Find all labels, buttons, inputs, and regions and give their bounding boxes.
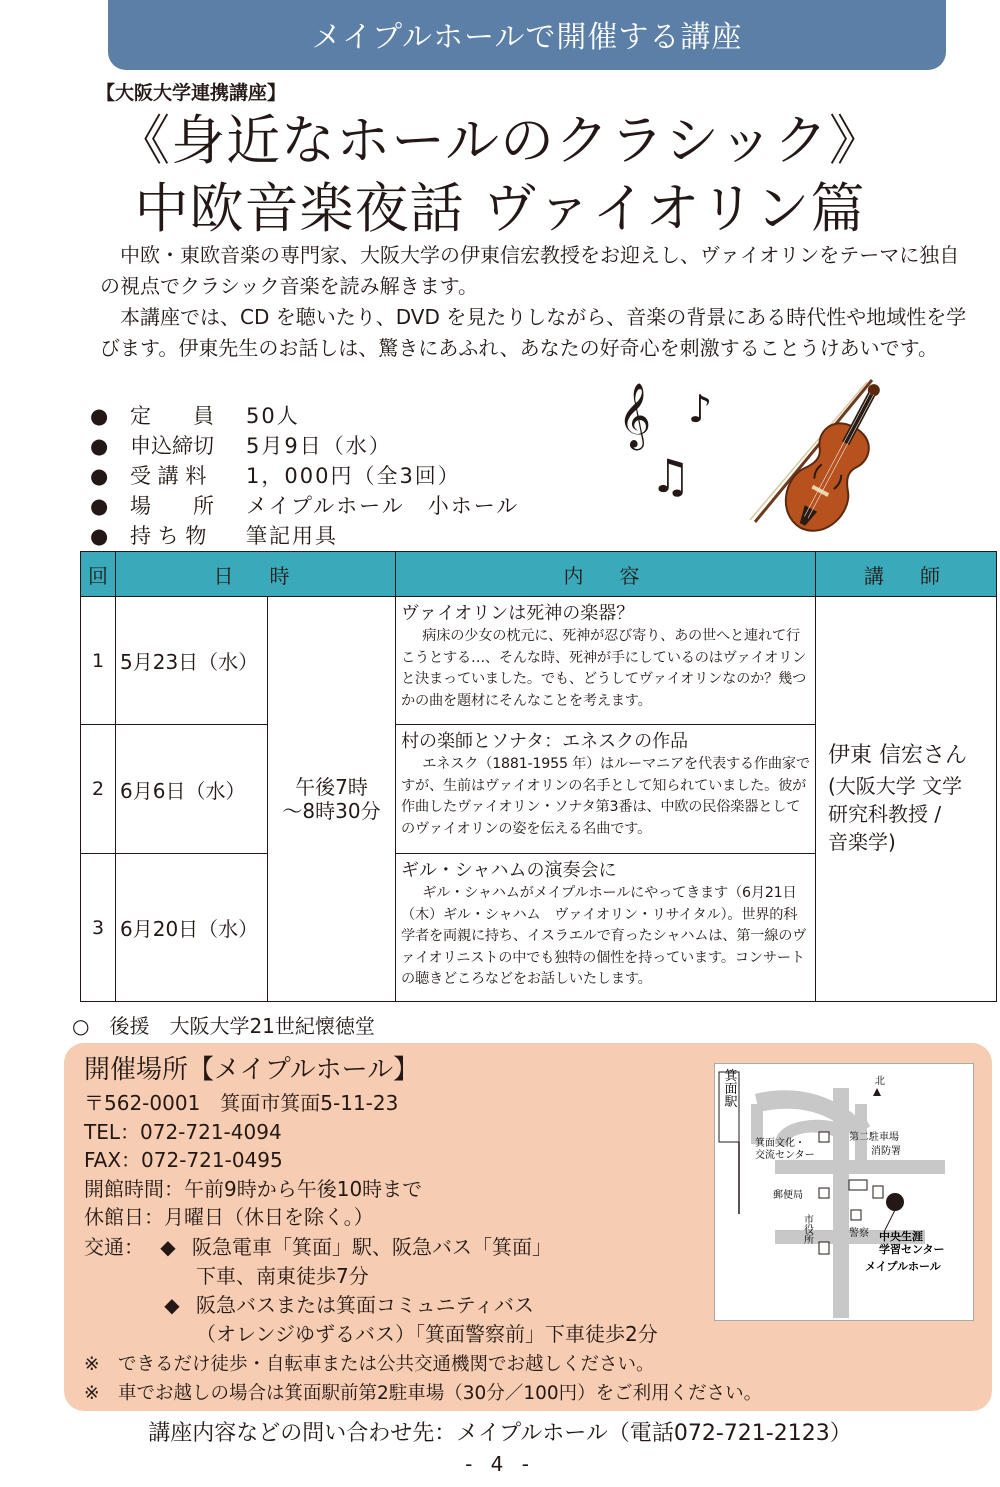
table-row bbox=[81, 597, 997, 725]
beamed-notes-icon: ♫ bbox=[650, 449, 692, 503]
info-label: 場 所 bbox=[130, 494, 214, 518]
contact-info: 講座内容などの問い合わせ先：メイプルホール（電話072-721-2123） bbox=[148, 1421, 852, 1446]
header-lecturer: 講 師 bbox=[816, 552, 997, 597]
north-arrow-icon bbox=[873, 1088, 881, 1096]
row-date: 5月23日（水） bbox=[116, 597, 268, 725]
row-content bbox=[396, 597, 816, 725]
header-banner: メイプルホールで開催する講座 bbox=[108, 0, 946, 70]
info-value: 5月9日（水） bbox=[246, 434, 392, 458]
content-description: 病床の少女の枕元に、死神が忍び寄り、あの世へと連れて行こうとする…、そんな時、死神が手にしているのはヴァイオリンと決まっていました。でも、どうしてヴァイオリンなのか？幾つかの曲を題材にそんなことを考えます。 bbox=[401, 628, 807, 709]
venue-hours: 開館時間：午前9時から午後10時まで bbox=[84, 1176, 423, 1201]
map-fire-label: 消防署 bbox=[871, 1146, 901, 1157]
intro-paragraph-1: 中欧・東欧音楽の専門家、大阪大学の伊東信宏教授をお迎えし、ヴァイオリンをテーマに独自の視点でクラシック音楽を読み解きます。 bbox=[100, 243, 960, 298]
map-parking-label: 第二駐車場 bbox=[849, 1132, 899, 1143]
map-maple-label: メイプルホール bbox=[865, 1260, 941, 1273]
info-item bbox=[90, 431, 610, 461]
map-culture-label-2: 交流センター bbox=[755, 1150, 815, 1161]
intro-text bbox=[100, 240, 978, 364]
content-description: ギル・シャハムがメイプルホールにやってきます（6月21日（木）ギル・シャハム ヴァイオリン・リサイタル）。世界的科学者を両親に持ち、イスラエルで育ったシャハムは、第一線のヴァイオリニストの中でも独特の個性を持っています。コンサートの聴きどころなどをお話しいたします。 bbox=[401, 885, 807, 987]
map-police-label: 警察 bbox=[849, 1228, 869, 1239]
access-map bbox=[714, 1063, 974, 1321]
content-description: エネスク（1881-1955 年）はルーマニアを代表する作曲家ですが、生前はヴァイオリンの名手として知られていました。彼が作曲したヴァイオリン・ソナタ第3番は、中欧の民俗楽器としてのヴァイオリンの姿を伝える名曲です。 bbox=[401, 756, 810, 837]
row-number: 3 bbox=[81, 854, 116, 1002]
map-center-label-2: 学習センター bbox=[879, 1243, 945, 1256]
info-label: 申込締切 bbox=[130, 434, 214, 458]
info-value: 1，000円（全3回） bbox=[246, 464, 461, 488]
lecturer-name: 伊東 信宏さん bbox=[828, 743, 967, 768]
venue-title: 開催場所【メイプルホール】 bbox=[84, 1055, 420, 1085]
transport-label: 交通： bbox=[84, 1235, 144, 1259]
bullet-icon: ● bbox=[90, 404, 109, 428]
violin-icon bbox=[750, 372, 900, 542]
header-datetime: 日 時 bbox=[116, 552, 396, 597]
support-note: ○ 後援 大阪大学21世紀懐徳堂 bbox=[72, 1014, 375, 1038]
lecturer-cell bbox=[816, 597, 997, 1002]
info-value: 筆記用具 bbox=[246, 524, 338, 548]
row-date: 6月20日（水） bbox=[116, 854, 268, 1002]
table-header-row bbox=[81, 552, 997, 597]
map-post-label: 郵便局 bbox=[773, 1190, 803, 1201]
bullet-icon: ● bbox=[90, 464, 109, 488]
eighth-note-icon: ♪ bbox=[688, 387, 713, 431]
info-item bbox=[90, 461, 610, 491]
info-list bbox=[90, 401, 610, 551]
transport-route-2-cont: （オレンジゆずるバス）「箕面警察前」下車徒歩2分 bbox=[196, 1322, 658, 1346]
map-cityhall-label: 市役所 bbox=[801, 1214, 813, 1244]
note-item: ※ 車でお越しの場合は箕面駅前第2駐車場（30分／100円）をご利用ください。 bbox=[84, 1383, 763, 1404]
venue-location-marker bbox=[886, 1193, 904, 1211]
note-item: ※ できるだけ徒歩・自転車または公共交通機関でお越しください。 bbox=[84, 1354, 655, 1375]
content-title: ヴァイオリンは死神の楽器？ bbox=[401, 603, 635, 624]
transport-route-1-cont: 下車、南東徒歩7分 bbox=[196, 1264, 369, 1288]
map-roads bbox=[751, 1088, 945, 1318]
transport-route-1: 阪急電車「箕面」駅、阪急バス「箕面」 bbox=[192, 1235, 552, 1259]
row-number: 1 bbox=[81, 597, 116, 725]
transport-line bbox=[84, 1233, 658, 1262]
info-label: 受 講 料 bbox=[130, 464, 207, 488]
course-tag: 【大阪大学連携講座】 bbox=[96, 82, 287, 104]
row-number: 2 bbox=[81, 725, 116, 854]
header-content: 内 容 bbox=[396, 552, 816, 597]
title-line2: 中欧音楽夜話 ヴァイオリン篇 bbox=[134, 177, 866, 240]
transport-info bbox=[84, 1233, 658, 1349]
info-value: 50人 bbox=[246, 404, 300, 428]
row-content bbox=[396, 725, 816, 854]
venue-details bbox=[84, 1089, 422, 1232]
venue-notes bbox=[84, 1350, 762, 1408]
time-text: 午後7時 ～8時30分 bbox=[282, 775, 381, 823]
venue-tel: TEL：072-721-4094 bbox=[84, 1119, 282, 1144]
info-value: メイプルホール 小ホール bbox=[246, 494, 520, 518]
map-culture-label-1: 箕面文化・ bbox=[755, 1138, 805, 1149]
venue-box bbox=[64, 1043, 992, 1411]
venue-address: 〒562-0001 箕面市箕面5-11-23 bbox=[84, 1091, 399, 1115]
info-item bbox=[90, 521, 610, 551]
session-time bbox=[268, 597, 396, 1002]
bullet-icon: ● bbox=[90, 524, 109, 548]
map-north-label: 北 bbox=[875, 1076, 885, 1087]
treble-clef-icon: 𝄞 bbox=[618, 383, 652, 448]
violin-illustration bbox=[610, 372, 900, 544]
course-schedule-table bbox=[80, 551, 997, 1002]
content-title: 村の楽師とソナタ：エネスクの作品 bbox=[401, 731, 689, 752]
diamond-icon: ◆ bbox=[160, 1235, 176, 1259]
transport-line bbox=[84, 1320, 658, 1349]
info-label: 定 員 bbox=[130, 404, 214, 428]
page-number: - 4 - bbox=[465, 1452, 535, 1476]
bullet-icon: ● bbox=[90, 494, 109, 518]
content-title: ギル・シャハムの演奏会に bbox=[401, 860, 617, 881]
title-line1: 《身近なホールのクラシック》 bbox=[116, 109, 884, 172]
info-label: 持 ち 物 bbox=[130, 524, 207, 548]
map-center-label-1: 中央生涯 bbox=[879, 1230, 923, 1243]
info-item bbox=[90, 401, 610, 431]
transport-route-2: 阪急バスまたは箕面コミュニティバス bbox=[196, 1293, 534, 1317]
bullet-icon: ● bbox=[90, 434, 109, 458]
venue-fax: FAX：072-721-0495 bbox=[84, 1148, 283, 1172]
row-content bbox=[396, 854, 816, 1002]
diamond-icon: ◆ bbox=[164, 1293, 180, 1317]
intro-paragraph-2: 本講座では、CD を聴いたり、DVD を見たりしながら、音楽の背景にある時代性や地域性を学びます。伊東先生のお話しは、驚きにあふれ、あなたの好奇心を刺激することうけあいです。 bbox=[100, 305, 967, 360]
row-date: 6月6日（水） bbox=[116, 725, 268, 854]
info-item bbox=[90, 491, 610, 521]
venue-closed: 休館日：月曜日（休日を除く。） bbox=[84, 1205, 374, 1229]
map-station-label: 箕面駅 bbox=[721, 1068, 737, 1108]
header-num: 回 bbox=[81, 552, 116, 597]
transport-line bbox=[84, 1291, 658, 1320]
transport-line bbox=[84, 1262, 658, 1291]
lecturer-affiliation: (大阪大学 文学 研究科教授 / 音楽学) bbox=[828, 774, 963, 854]
